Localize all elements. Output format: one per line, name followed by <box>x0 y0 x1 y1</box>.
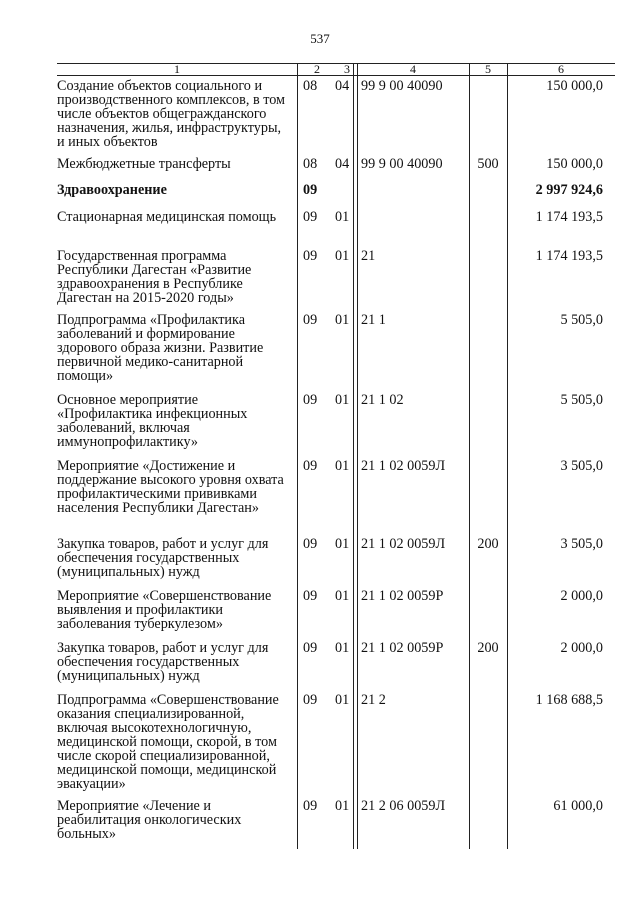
row-target-code: 21 2 <box>361 692 386 708</box>
row-subsection: 01 <box>335 392 350 408</box>
row-name: Подпрограмма «Профилактика заболеваний и формирование здорового образа жизни. Развитие первичной медико-санитарной помощи» <box>57 312 264 384</box>
page-number: 537 <box>310 31 330 46</box>
row-section: 09 <box>303 588 318 604</box>
row-amount: 150 000,0 <box>546 78 603 94</box>
row-target-code: 21 1 02 0059Р <box>361 588 444 604</box>
row-section: 09 <box>303 536 318 552</box>
row-subsection: 01 <box>335 798 350 814</box>
column-header-6: 6 <box>558 62 564 76</box>
column-divider <box>507 63 508 849</box>
row-target-code: 21 1 <box>361 312 386 328</box>
row-section: 09 <box>303 458 318 474</box>
row-target-code: 99 9 00 40090 <box>361 156 443 172</box>
row-name: Стационарная медицинская помощь <box>57 209 277 225</box>
row-amount: 3 505,0 <box>560 458 603 474</box>
row-amount: 150 000,0 <box>546 156 603 172</box>
row-section: 09 <box>303 798 318 814</box>
row-subsection: 04 <box>335 156 350 172</box>
row-name: Подпрограмма «Совершенствование оказания специализированной, включая высокотехнологичную, медицинской помощи, скорой, в том числе скорой специализированной, медицинской помощи, медицинской эвакуации» <box>57 692 279 792</box>
row-amount: 5 505,0 <box>560 392 603 408</box>
row-target-code: 21 1 02 0059Р <box>361 640 444 656</box>
column-header-4: 4 <box>410 62 416 76</box>
row-name: Закупка товаров, работ и услуг для обеспечения государственных (муниципальных) нужд <box>57 640 269 684</box>
row-section: 09 <box>303 248 318 264</box>
column-header-3: 3 <box>344 62 350 76</box>
row-section: 09 <box>303 182 318 198</box>
row-subsection: 04 <box>335 78 350 94</box>
row-subsection: 01 <box>335 248 350 264</box>
row-subsection: 01 <box>335 536 350 552</box>
column-header-2: 2 <box>314 62 320 76</box>
row-section: 09 <box>303 392 318 408</box>
row-section: 09 <box>303 312 318 328</box>
row-subsection: 01 <box>335 458 350 474</box>
row-section: 09 <box>303 640 318 656</box>
row-subsection: 01 <box>335 209 350 225</box>
row-section: 09 <box>303 209 318 225</box>
header-bottom-border <box>57 75 615 76</box>
row-target-code: 21 1 02 0059Л <box>361 458 446 474</box>
row-amount: 2 000,0 <box>560 588 603 604</box>
row-target-code: 21 1 02 0059Л <box>361 536 446 552</box>
row-target-code: 99 9 00 40090 <box>361 78 443 94</box>
row-name: Основное мероприятие «Профилактика инфекционных заболеваний, включая иммунопрофилактику» <box>57 392 248 450</box>
column-divider <box>357 63 358 849</box>
column-divider <box>353 63 354 849</box>
row-amount: 1 174 193,5 <box>535 248 603 264</box>
row-subsection: 01 <box>335 588 350 604</box>
row-name: Закупка товаров, работ и услуг для обеспечения государственных (муниципальных) нужд <box>57 536 269 580</box>
row-amount: 1 168 688,5 <box>535 692 603 708</box>
row-target-code: 21 <box>361 248 376 264</box>
row-subsection: 01 <box>335 640 350 656</box>
column-header-5: 5 <box>485 62 491 76</box>
row-subsection: 01 <box>335 692 350 708</box>
row-subsection: 01 <box>335 312 350 328</box>
row-section: 08 <box>303 78 318 94</box>
row-name: Государственная программа Республики Дагестан «Развитие здравоохранения в Республике Дагестан на 2015-2020 годы» <box>57 248 252 306</box>
column-divider <box>297 63 298 849</box>
row-target-code: 21 2 06 0059Л <box>361 798 446 814</box>
row-amount: 1 174 193,5 <box>535 209 603 225</box>
row-section: 08 <box>303 156 318 172</box>
row-amount: 5 505,0 <box>560 312 603 328</box>
row-expense-type: 500 <box>477 156 499 172</box>
column-header-1: 1 <box>174 62 180 76</box>
row-expense-type: 200 <box>477 640 499 656</box>
row-name: Мероприятие «Лечение и реабилитация онкологических больных» <box>57 798 242 842</box>
row-name: Мероприятие «Совершенствование выявления и профилактики заболевания туберкулезом» <box>57 588 272 632</box>
row-amount: 61 000,0 <box>553 798 603 814</box>
row-target-code: 21 1 02 <box>361 392 404 408</box>
row-name: Мероприятие «Достижение и поддержание высокого уровня охвата профилактическими прививками населения Республики Дагестан» <box>57 458 284 516</box>
row-name: Создание объектов социального и производственного комплексов, в том числе объектов общегражданского назначения, жилья, инфраструктуры, и иных объектов <box>57 78 286 150</box>
row-expense-type: 200 <box>477 536 499 552</box>
row-amount: 2 000,0 <box>560 640 603 656</box>
budget-table <box>57 63 615 849</box>
row-section: 09 <box>303 692 318 708</box>
row-name: Здравоохранение <box>57 182 167 198</box>
row-name: Межбюджетные трансферты <box>57 156 231 172</box>
row-amount: 3 505,0 <box>560 536 603 552</box>
row-amount: 2 997 924,6 <box>535 182 603 198</box>
column-divider <box>469 63 470 849</box>
